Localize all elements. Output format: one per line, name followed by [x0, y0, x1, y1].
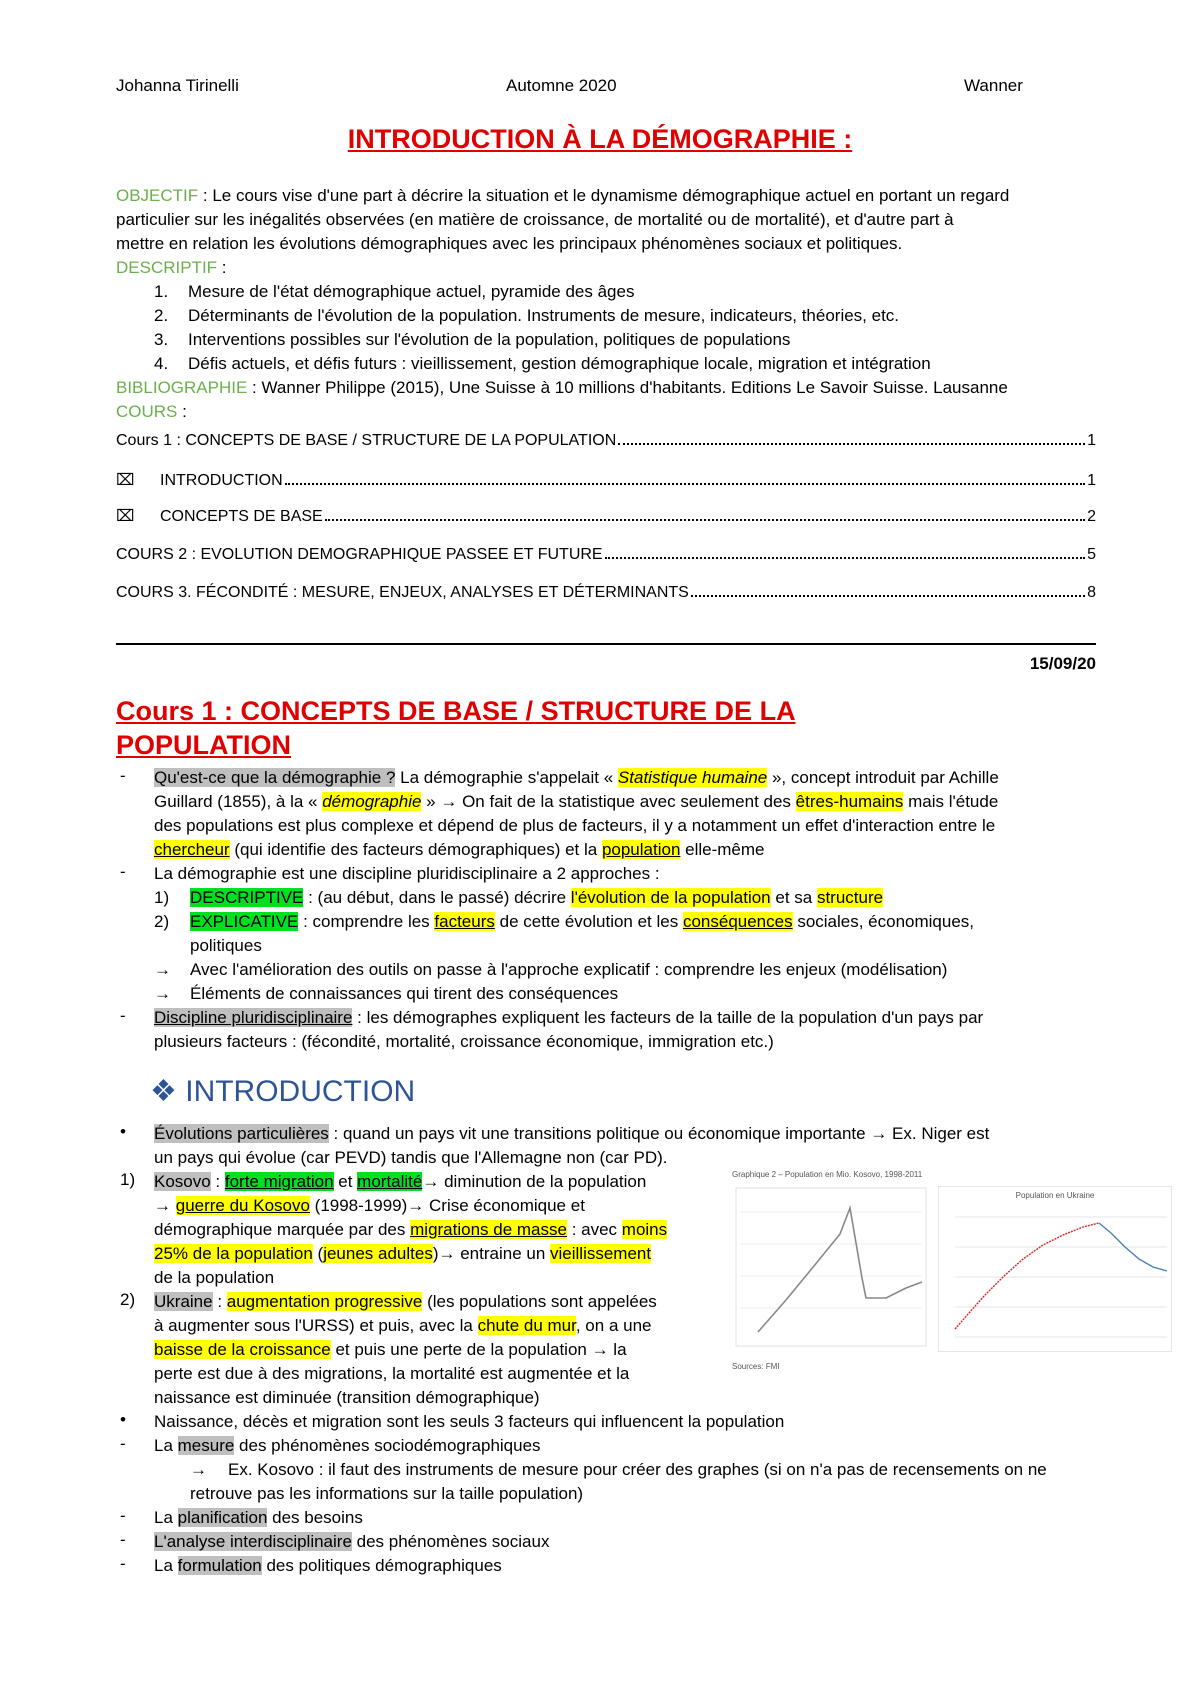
list-dash: - [120, 766, 126, 785]
document-title: INTRODUCTION À LA DÉMOGRAPHIE : [347, 124, 853, 154]
cours1-heading-line-1: Cours 1 : CONCEPTS DE BASE / STRUCTURE DE LA [116, 696, 796, 726]
descriptif-colon: : [217, 258, 227, 277]
term-highlight: mesure [177, 1436, 235, 1455]
term-highlight: Statistique humaine [617, 768, 768, 787]
descriptif-item [154, 328, 1134, 352]
toc-leader [325, 519, 1085, 521]
intro-planification [154, 1506, 1134, 1530]
term-highlight: facteurs [434, 912, 495, 931]
bullet-icon: • [120, 1122, 126, 1141]
term-highlight: êtres-humains [795, 792, 904, 811]
bibliographie-line [116, 376, 1096, 400]
bullet-icon: • [120, 1410, 126, 1429]
kosovo-population-chart [726, 1170, 936, 1376]
term-highlight: vieillissement [550, 1244, 652, 1263]
header-professor: Wanner [964, 76, 1023, 95]
text-run: La [154, 1436, 178, 1455]
text-run: La [154, 1508, 178, 1527]
descriptif-num: 3. [154, 330, 169, 349]
text-run: : [210, 1172, 225, 1191]
text-run: → diminution de la population [422, 1172, 647, 1191]
descriptif-heading [116, 256, 1096, 280]
descriptif-label: DESCRIPTIF [116, 258, 218, 277]
kosovo-chart-title: Graphique 2 – Population en Mio. Kosovo, 1998-2011 [732, 1170, 923, 1179]
text-run: de cette évolution et les [494, 912, 683, 931]
list-dash: - [120, 1006, 126, 1025]
term-highlight: migrations de masse [410, 1220, 567, 1239]
objectif-text-1: : Le cours vise d'une part à décrire la situation et le dynamisme démographique actuel en portant un regard [198, 186, 1010, 205]
bibliographie-label: BIBLIOGRAPHIE [116, 378, 248, 397]
cours1-heading-line-2: POPULATION [116, 730, 291, 760]
kosovo-chart-source: Sources: FMI [732, 1362, 780, 1371]
kosovo-line-3 [154, 1218, 714, 1242]
term-highlight: forte migration [224, 1172, 334, 1191]
text-run: : quand un pays vit une transitions politique ou économique importante → Ex. Niger est [328, 1124, 990, 1143]
introduction-heading-text: INTRODUCTION [185, 1075, 416, 1108]
descriptif-text: Déterminants de l'évolution de la population. Instruments de mesure, indicateurs, théories, etc. [188, 306, 900, 325]
term-highlight: l'évolution de la population [570, 888, 771, 907]
text-run: à augmenter sous l'URSS) et puis, avec la [154, 1316, 478, 1335]
toc-bullet-icon: ⌧ [116, 508, 135, 525]
kosovo-line-1 [154, 1170, 714, 1194]
toc-leader [691, 595, 1085, 597]
arrow-item [190, 1458, 1170, 1482]
toc-leader [618, 443, 1085, 445]
cours1-p1-line-1 [154, 766, 1134, 790]
kosovo-line-5: de la population [154, 1268, 275, 1287]
bibliographie-text: : Wanner Philippe (2015), Une Suisse à 10 millions d'habitants. Editions Le Savoir Suisse. Lausanne [247, 378, 1008, 397]
toc-leader [285, 483, 1085, 485]
cours1-p1-line-2 [154, 790, 1134, 814]
cours1-p1-line-4 [154, 838, 1134, 862]
text-run: Ex. Kosovo : il faut des instruments de mesure pour créer des graphes (si on n'a pas de recensements on ne [228, 1460, 1047, 1479]
list-number: 1) [120, 1170, 136, 1189]
arrow-right-icon: → [154, 960, 171, 979]
objectif-line-2: particulier sur les inégalités observées (en matière de croissance, de mortalité ou de mortalité), et d'autre part à [116, 210, 954, 229]
term-highlight: augmentation progressive [226, 1292, 423, 1311]
text-run: La [154, 1556, 178, 1575]
list-dash: - [120, 1506, 126, 1525]
ukraine-chart-title: Population en Ukraine [1015, 1191, 1095, 1200]
intro-formulation [154, 1554, 1134, 1578]
term-highlight: 25% de la population [154, 1244, 313, 1263]
intro-b2: Naissance, décès et migration sont les seuls 3 facteurs qui influencent la population [154, 1412, 785, 1431]
list-number: 1) [154, 888, 170, 907]
intro-b1-line-2: un pays qui évolue (car PEVD) tandis que l'Allemagne non (car PD). [154, 1148, 668, 1167]
ukraine-line-2 [154, 1314, 714, 1338]
toc-page-number: 8 [1087, 584, 1096, 601]
term-highlight: guerre du Kosovo [175, 1196, 310, 1215]
text-run: : comprendre les [298, 912, 435, 931]
term-highlight: Ukraine [154, 1292, 213, 1311]
descriptif-num: 1. [154, 282, 169, 301]
text-run: (1998-1999)→ Crise économique et [309, 1196, 585, 1215]
ukraine-chart-plot [939, 1187, 1171, 1351]
term-highlight: population [601, 840, 681, 859]
approach-explicative-cont: politiques [190, 936, 262, 955]
kosovo-chart-plot [726, 1170, 936, 1376]
descriptif-num: 4. [154, 354, 169, 373]
text-run: elle-même [680, 840, 765, 859]
intro-b1-line-1 [154, 1122, 1134, 1146]
arrow-item-cont: retrouve pas les informations sur la taille population) [190, 1484, 584, 1503]
introduction-heading [150, 1074, 415, 1109]
text-run: démographique marquée par des [154, 1220, 411, 1239]
list-dash: - [120, 862, 126, 881]
text-run: et puis une perte de la population → la [330, 1340, 627, 1359]
descriptif-text: Défis actuels, et défis futurs : vieillissement, gestion démographique locale, migration et intégration [188, 354, 931, 373]
text-run: La démographie s'appelait « [395, 768, 618, 787]
toc-entry[interactable] [116, 584, 1096, 602]
descriptif-item [154, 352, 1134, 376]
toc-entry-title: Cours 1 : CONCEPTS DE BASE / STRUCTURE DE LA POPULATION [116, 432, 617, 449]
text-run: Éléments de connaissances qui tirent des conséquences [190, 984, 619, 1003]
term-highlight: jeunes adultes [323, 1244, 433, 1263]
term-highlight: EXPLICATIVE [190, 912, 299, 931]
arrow-right-icon: → [190, 1460, 207, 1479]
header-author: Johanna Tirinelli [116, 76, 239, 95]
arrow-item [154, 958, 1134, 982]
kosovo-line-2 [154, 1194, 714, 1218]
toc-entry-title: COURS 2 : EVOLUTION DEMOGRAPHIQUE PASSEE ET FUTURE [116, 546, 603, 563]
ukraine-population-chart [938, 1186, 1172, 1352]
text-run: », concept introduit par Achille [767, 768, 999, 787]
term-highlight: structure [816, 888, 884, 907]
list-dash: - [120, 1530, 126, 1549]
text-run: et sa [770, 888, 817, 907]
term-highlight: formulation [177, 1556, 262, 1575]
toc-entry[interactable] [116, 470, 1096, 490]
list-dash: - [120, 1554, 126, 1573]
text-run: (qui identifie des facteurs démographiques) et la [229, 840, 602, 859]
objectif-line-3: mettre en relation les évolutions démographiques avec les principaux phénomènes sociaux et politiques. [116, 234, 903, 253]
term-highlight: moins [621, 1220, 668, 1239]
text-run: Guillard (1855), à la « [154, 792, 323, 811]
descriptif-num: 2. [154, 306, 169, 325]
cours-colon: : [177, 402, 187, 421]
term-highlight: chercheur [154, 840, 230, 859]
approach-explicative [154, 910, 1134, 934]
text-run: (les populations sont appelées [422, 1292, 657, 1311]
lecture-date: 15/09/20 [1029, 654, 1096, 673]
term-highlight: Évolutions particulières [154, 1124, 329, 1143]
section-divider [116, 643, 1096, 645]
kosovo-line-4 [154, 1242, 714, 1266]
term-highlight: Kosovo [154, 1172, 211, 1191]
toc-entry-title: INTRODUCTION [160, 472, 283, 489]
toc-leader [605, 557, 1085, 559]
cours1-p3-line-2: plusieurs facteurs : (fécondité, mortalité, croissance économique, immigration etc.) [154, 1032, 774, 1051]
descriptif-item [154, 280, 1134, 304]
diamond-bullet-icon: ❖ [150, 1075, 186, 1108]
ukraine-line-3 [154, 1338, 714, 1362]
objectif-label: OBJECTIF [116, 186, 199, 205]
text-run: ( [312, 1244, 324, 1263]
toc-page-number: 5 [1087, 546, 1096, 563]
text-run: mais l'étude [903, 792, 999, 811]
text-run: sociales, économiques, [792, 912, 975, 931]
toc-page-number: 2 [1087, 508, 1096, 525]
text-run: → [154, 1196, 176, 1215]
ukraine-line-1 [154, 1290, 714, 1314]
list-number: 2) [120, 1290, 136, 1309]
term-highlight: baisse de la croissance [154, 1340, 331, 1359]
text-run: et [333, 1172, 358, 1191]
cours1-p2-intro: La démographie est une discipline pluridisciplinaire a 2 approches : [154, 864, 660, 883]
text-run: : les démographes expliquent les facteurs de la taille de la population d'un pays par [352, 1008, 984, 1027]
toc-page-number: 1 [1087, 432, 1096, 449]
toc-entry-title: COURS 3. FÉCONDITÉ : MESURE, ENJEUX, ANALYSES ET DÉTERMINANTS [116, 584, 689, 601]
objectif-line-1 [116, 184, 1096, 208]
toc-entry-title: CONCEPTS DE BASE [160, 508, 323, 525]
ukraine-line-5: naissance est diminuée (transition démographique) [154, 1388, 540, 1407]
cours-heading [116, 400, 1096, 424]
intro-mesure [154, 1434, 1134, 1458]
cours1-heading [116, 694, 1016, 762]
term-highlight: planification [177, 1508, 268, 1527]
term-highlight: L'analyse interdisciplinaire [154, 1532, 352, 1551]
toc-bullet-icon: ⌧ [116, 472, 135, 489]
text-run: )→ entraine un [432, 1244, 551, 1263]
text-run: des besoins [267, 1508, 363, 1527]
descriptif-text: Mesure de l'état démographique actuel, pyramide des âges [188, 282, 635, 301]
ukraine-line-4: perte est due à des migrations, la mortalité est augmentée et la [154, 1364, 630, 1383]
cours1-p1-line-3: des populations est plus complexe et dépend de plus de facteurs, il y a notamment un effet d'interaction entre le [154, 816, 996, 835]
text-run: Avec l'amélioration des outils on passe à l'approche explicatif : comprendre les enjeux (modélisation) [190, 960, 948, 979]
descriptif-item [154, 304, 1134, 328]
cours-label: COURS [116, 402, 178, 421]
text-run: des phénomènes sociodémographiques [234, 1436, 541, 1455]
question-highlight: Qu'est-ce que la démographie ? [154, 768, 396, 787]
text-run: » → On fait de la statistique avec seulement des [421, 792, 796, 811]
text-run: des phénomènes sociaux [351, 1532, 550, 1551]
text-run: des politiques démographiques [261, 1556, 502, 1575]
cours1-p3-line-1 [154, 1006, 1134, 1030]
text-run: : avec [566, 1220, 622, 1239]
arrow-right-icon: → [154, 984, 171, 1003]
text-run: : [212, 1292, 227, 1311]
term-highlight: démographie [322, 792, 422, 811]
approach-descriptive [154, 886, 1134, 910]
toc-entry[interactable] [116, 546, 1096, 564]
arrow-item [154, 982, 1134, 1006]
descriptif-text: Interventions possibles sur l'évolution de la population, politiques de populations [188, 330, 791, 349]
term-highlight: mortalité [357, 1172, 423, 1191]
term-highlight: Discipline pluridisciplinaire [154, 1008, 353, 1027]
term-highlight: DESCRIPTIVE [190, 888, 304, 907]
header-semester: Automne 2020 [506, 76, 617, 95]
term-highlight: conséquences [682, 912, 793, 931]
toc-page-number: 1 [1087, 472, 1096, 489]
intro-analyse [154, 1530, 1134, 1554]
term-highlight: chute du mur [477, 1316, 576, 1335]
text-run: , on a une [575, 1316, 652, 1335]
list-dash: - [120, 1434, 126, 1453]
toc-entry[interactable] [116, 506, 1096, 526]
text-run: : (au début, dans le passé) décrire [303, 888, 571, 907]
list-number: 2) [154, 912, 170, 931]
toc-entry[interactable] [116, 432, 1096, 450]
